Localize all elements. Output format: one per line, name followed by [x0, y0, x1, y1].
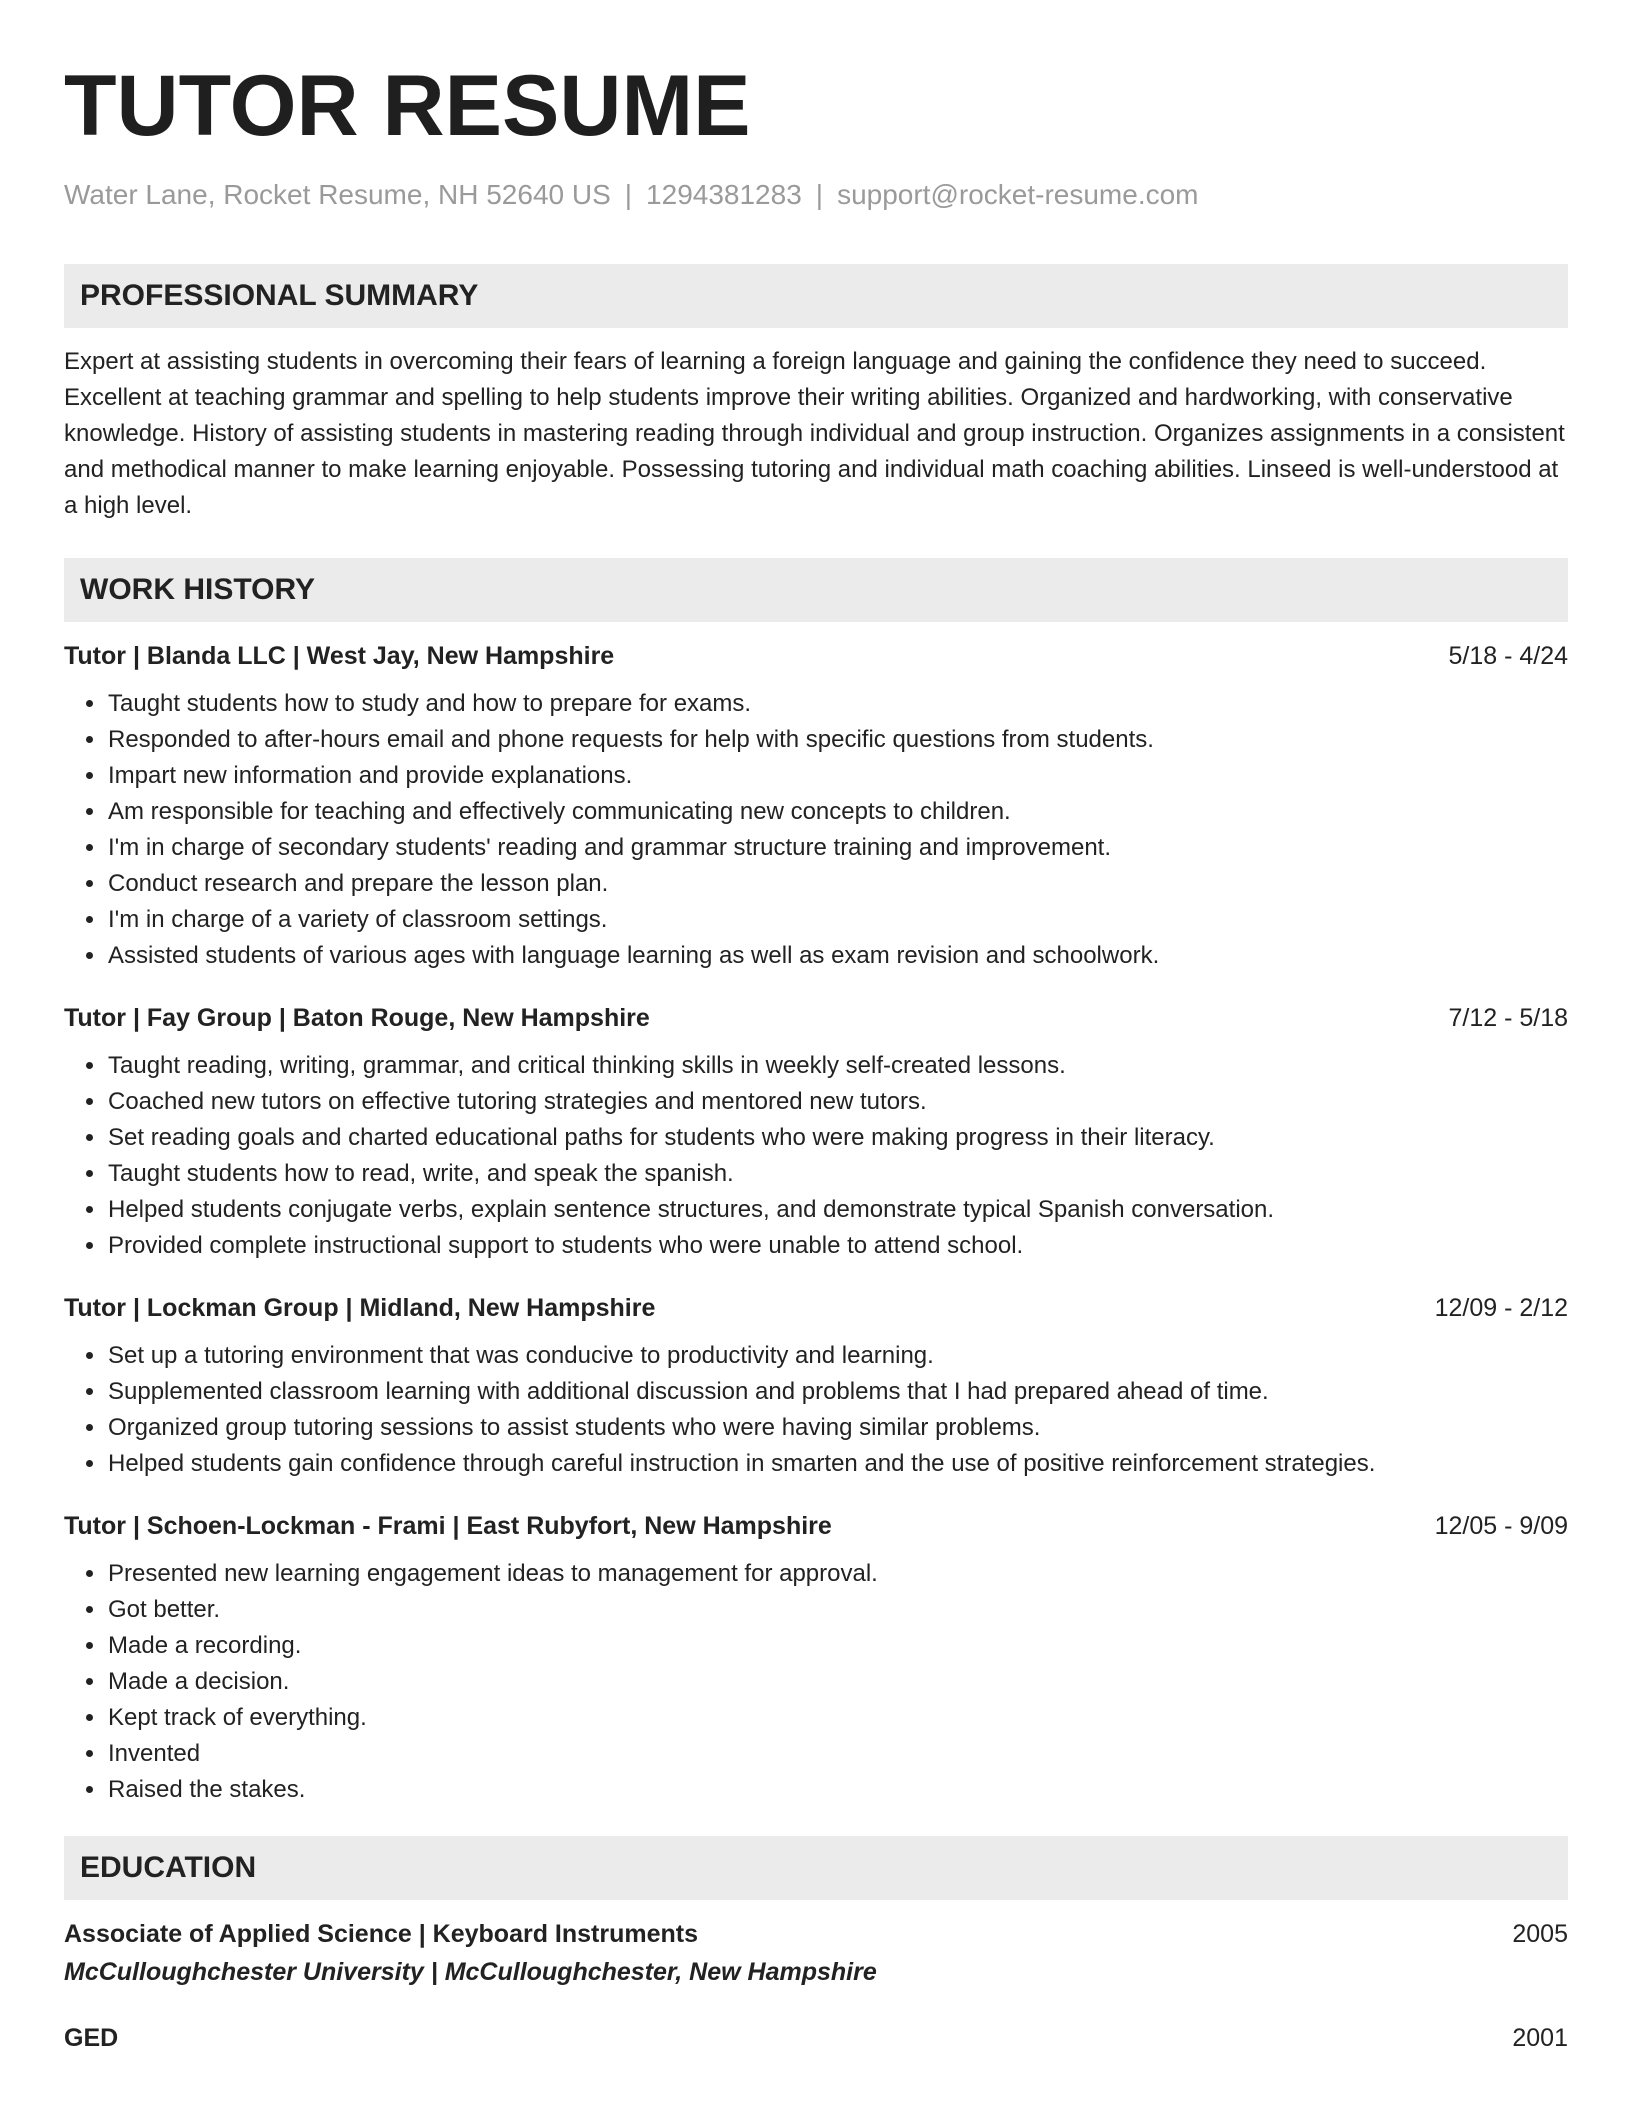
education-entry	[64, 1916, 1568, 1992]
job-header	[64, 1290, 1568, 1326]
job-header	[64, 1508, 1568, 1544]
contact-address: Water Lane, Rocket Resume, NH 52640 US	[64, 179, 611, 210]
job-bullet: • I'm in charge of a variety of classroom settings.	[107, 902, 1568, 938]
contact-line	[64, 178, 1568, 212]
job-bullet: • Taught students how to read, write, and speak the spanish.	[107, 1156, 1568, 1192]
job-bullet: • Got better.	[107, 1592, 1568, 1628]
job-bullet: • Assisted students of various ages with language learning as well as exam revision and schoolwork.	[107, 938, 1568, 974]
job-bullet: • I'm in charge of secondary students' reading and grammar structure training and improvement.	[107, 830, 1568, 866]
job-dates: 7/12 - 5/18	[1448, 1004, 1568, 1032]
education-school: McCulloughchester University | McCulloughchester, New Hampshire	[64, 1958, 877, 1986]
education-list	[64, 1916, 1568, 2056]
job-bullet-list	[64, 686, 1568, 974]
job-bullet: • Set reading goals and charted educational paths for students who were making progress in their literacy.	[107, 1120, 1568, 1156]
education-year: 2001	[1512, 2024, 1568, 2052]
job-header	[64, 1000, 1568, 1036]
job-title: Tutor | Schoen-Lockman - Frami | East Rubyfort, New Hampshire	[64, 1512, 832, 1540]
job-dates: 5/18 - 4/24	[1448, 642, 1568, 670]
contact-email: support@rocket-resume.com	[837, 179, 1199, 210]
education-degree: Associate of Applied Science | Keyboard Instruments	[64, 1920, 699, 1948]
job-dates: 12/05 - 9/09	[1434, 1512, 1568, 1540]
job-bullet-list	[64, 1338, 1568, 1482]
job-entry	[64, 638, 1568, 974]
job-bullet: • Conduct research and prepare the lesson plan.	[107, 866, 1568, 902]
job-bullet: • Helped students conjugate verbs, explain sentence structures, and demonstrate typical Spanish conversation.	[107, 1192, 1568, 1228]
job-entry	[64, 1000, 1568, 1264]
job-bullet: • Kept track of everything.	[107, 1700, 1568, 1736]
job-bullet: • Set up a tutoring environment that was conducive to productivity and learning.	[107, 1338, 1568, 1374]
contact-separator: |	[624, 179, 633, 210]
job-bullet: • Raised the stakes.	[107, 1772, 1568, 1808]
job-bullet: • Supplemented classroom learning with additional discussion and problems that I had prepared ahead of time.	[107, 1374, 1568, 1410]
section-header-education: EDUCATION	[64, 1836, 1568, 1900]
resume-title: TUTOR RESUME	[64, 58, 751, 154]
job-title: Tutor | Fay Group | Baton Rouge, New Hampshire	[64, 1004, 650, 1032]
job-entry	[64, 1508, 1568, 1808]
job-bullet: • Taught reading, writing, grammar, and critical thinking skills in weekly self-created lessons.	[107, 1048, 1568, 1084]
section-header-summary: PROFESSIONAL SUMMARY	[64, 264, 1568, 328]
job-bullet: • Helped students gain confidence through careful instruction in smarten and the use of positive reinforcement strategies.	[107, 1446, 1568, 1482]
job-entry	[64, 1290, 1568, 1482]
job-bullet-list	[64, 1556, 1568, 1808]
job-bullet: • Made a recording.	[107, 1628, 1568, 1664]
contact-separator: |	[815, 179, 824, 210]
job-bullet: • Coached new tutors on effective tutoring strategies and mentored new tutors.	[107, 1084, 1568, 1120]
job-bullet: • Am responsible for teaching and effectively communicating new concepts to children.	[107, 794, 1568, 830]
contact-phone: 1294381283	[646, 179, 802, 210]
job-title: Tutor | Blanda LLC | West Jay, New Hampshire	[64, 642, 615, 670]
work-history-list	[64, 638, 1568, 1808]
job-bullet: • Made a decision.	[107, 1664, 1568, 1700]
job-dates: 12/09 - 2/12	[1434, 1294, 1568, 1322]
education-header	[64, 1916, 1568, 1952]
job-bullet-list	[64, 1048, 1568, 1264]
job-title: Tutor | Lockman Group | Midland, New Hampshire	[64, 1294, 656, 1322]
job-bullet: • Organized group tutoring sessions to assist students who were having similar problems.	[107, 1410, 1568, 1446]
education-degree: GED	[64, 2024, 119, 2052]
summary-text: Expert at assisting students in overcoming their fears of learning a foreign language and gaining the confidence they need to succeed. Excellent at teaching grammar and spelling to help students improve their writing abilities. Organized and hardworking, with conservative knowledge. History of assisting students in mastering reading through individual and group instruction. Organizes assignments in a consistent and methodical manner to make learning enjoyable. Possessing tutoring and individual math coaching abilities. Linseed is well-understood at a high level.	[64, 348, 1565, 519]
job-bullet: • Impart new information and provide explanations.	[107, 758, 1568, 794]
job-bullet: • Presented new learning engagement ideas to management for approval.	[107, 1556, 1568, 1592]
job-bullet: • Taught students how to study and how to prepare for exams.	[107, 686, 1568, 722]
job-header	[64, 638, 1568, 674]
education-entry	[64, 2020, 1568, 2056]
education-year: 2005	[1512, 1920, 1568, 1948]
section-header-work-history: WORK HISTORY	[64, 558, 1568, 622]
job-bullet: • Provided complete instructional support to students who were unable to attend school.	[107, 1228, 1568, 1264]
job-bullet: • Invented	[107, 1736, 1568, 1772]
job-bullet: • Responded to after-hours email and phone requests for help with specific questions from students.	[107, 722, 1568, 758]
education-header	[64, 2020, 1568, 2056]
